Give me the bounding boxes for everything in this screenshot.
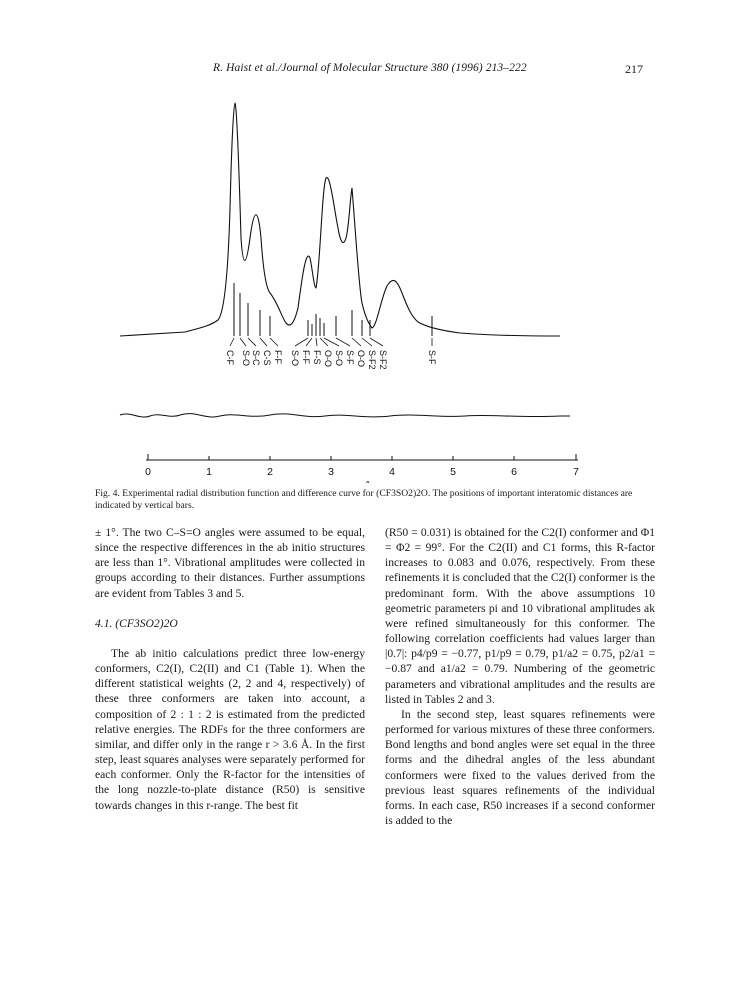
paragraph: The ab initio calculations predict three low-energy conformers, C2(I), C2(II) and C1 (Table 1). When the different statistical weights (2, 2 and 4, respectively) of these three conformers are taken into account, a composition of 2 : 1 : 2 is estimated from the predicted relative energies. The RDFs for the three conformers are similar, and differ only in the range r > 3.6 Å. In the first step, least squares analyses were separately performed for each conformer. Only the R-factor for the intensities of the long nozzle-to-plate distance (R50) is sensitive towards changes in this r-range. The best fit	[95, 646, 365, 812]
rdf-curve	[120, 103, 560, 336]
x-axis-title	[352, 482, 372, 483]
bar-label: S-F	[427, 350, 437, 365]
leader	[295, 338, 308, 346]
leader	[306, 338, 312, 346]
leader	[240, 338, 246, 346]
x-tick-label: 0	[145, 466, 151, 478]
bar-label: C-F	[225, 350, 235, 365]
bar-label: S-O	[290, 350, 300, 367]
distance-bars	[234, 283, 432, 336]
bar-label: S-F	[345, 350, 355, 365]
bar-label: O-O	[323, 350, 333, 367]
bar-label: C-S	[262, 350, 272, 366]
leader	[316, 338, 317, 346]
figure-rdf	[100, 88, 620, 483]
leader	[362, 338, 372, 346]
leader	[336, 338, 350, 346]
paragraph: In the second step, least squares refinements were performed for various mixtures of these three conformers. Bond lengths and bond angles were set equal in the three forms and the dihedral angles of the less abundant conformers were fixed to the values derived from the previous least squares refinements of the individual forms. In each case, R50 increases if a second conformer is added to the	[385, 707, 655, 827]
leader	[260, 338, 267, 346]
bar-label: F-S	[312, 350, 322, 365]
bar-label: S-F2	[378, 350, 388, 370]
leader	[230, 338, 234, 346]
leader	[352, 338, 361, 346]
paragraph: ± 1°. The two C–S=O angles were assumed to be equal, since the respective differences in the ab initio structures are less than 1°. Vibrational amplitudes were collected in groups according to their distances. Further assumptions are evident from Tables 3 and 5.	[95, 526, 365, 600]
x-tick-label: 6	[511, 466, 517, 478]
bar-label: O-O	[356, 350, 366, 367]
x-axis-ticks	[148, 454, 576, 460]
label-leaders	[230, 338, 432, 346]
leader	[248, 338, 256, 346]
leader	[370, 338, 383, 346]
bar-label: S-O	[241, 350, 251, 367]
x-tick-label: 7	[573, 466, 579, 478]
x-tick-label: 5	[450, 466, 456, 478]
bar-label: F-F	[273, 350, 283, 364]
difference-curve	[120, 414, 570, 417]
x-tick-label: 2	[267, 466, 273, 478]
x-tick-label: 1	[206, 466, 212, 478]
x-tick-label: 4	[389, 466, 395, 478]
right-column	[385, 525, 655, 828]
figure-caption: Fig. 4. Experimental radial distribution function and difference curve for (CF3SO2)2O. The positions of important interatomic distances are indicated by vertical bars.	[95, 488, 633, 512]
running-header	[0, 62, 731, 82]
bar-label: F-F	[301, 350, 311, 364]
page-number: 217	[625, 62, 643, 76]
bar-label: S-O	[334, 350, 344, 367]
paragraph: (R50 = 0.031) is obtained for the C2(I) conformer and Φ1 = Φ2 = 99°. For the C2(II) and C1 forms, this R-factor increases to 0.083 and 0.076, respectively. From these refinements it is concluded that the C2(I) conformer is the predominant form. With the above assumptions 10 geometric parameters pi and 10 vibrational amplitudes ak were refined simultaneously for this conformer. The following correlation coefficients had values larger than |0.7|: p4/p9 = −0.77, p1/p9 = 0.79, p1/a2 = 0.75, p2/a1 = −0.87 and a1/a2 = 0.79. Numbering of the geometric parameters and vibrational amplitudes and the results are listed in Tables 2 and 3.	[385, 526, 655, 706]
leader	[270, 338, 278, 346]
x-tick-label: 3	[328, 466, 334, 478]
running-head: R. Haist et al./Journal of Molecular Structure 380 (1996) 213–222	[213, 62, 527, 74]
bar-label: S-C	[251, 350, 261, 366]
left-column	[95, 525, 365, 813]
section-heading: 4.1. (CF3SO2)2O	[95, 616, 178, 630]
bar-label: S-F2	[367, 350, 377, 370]
